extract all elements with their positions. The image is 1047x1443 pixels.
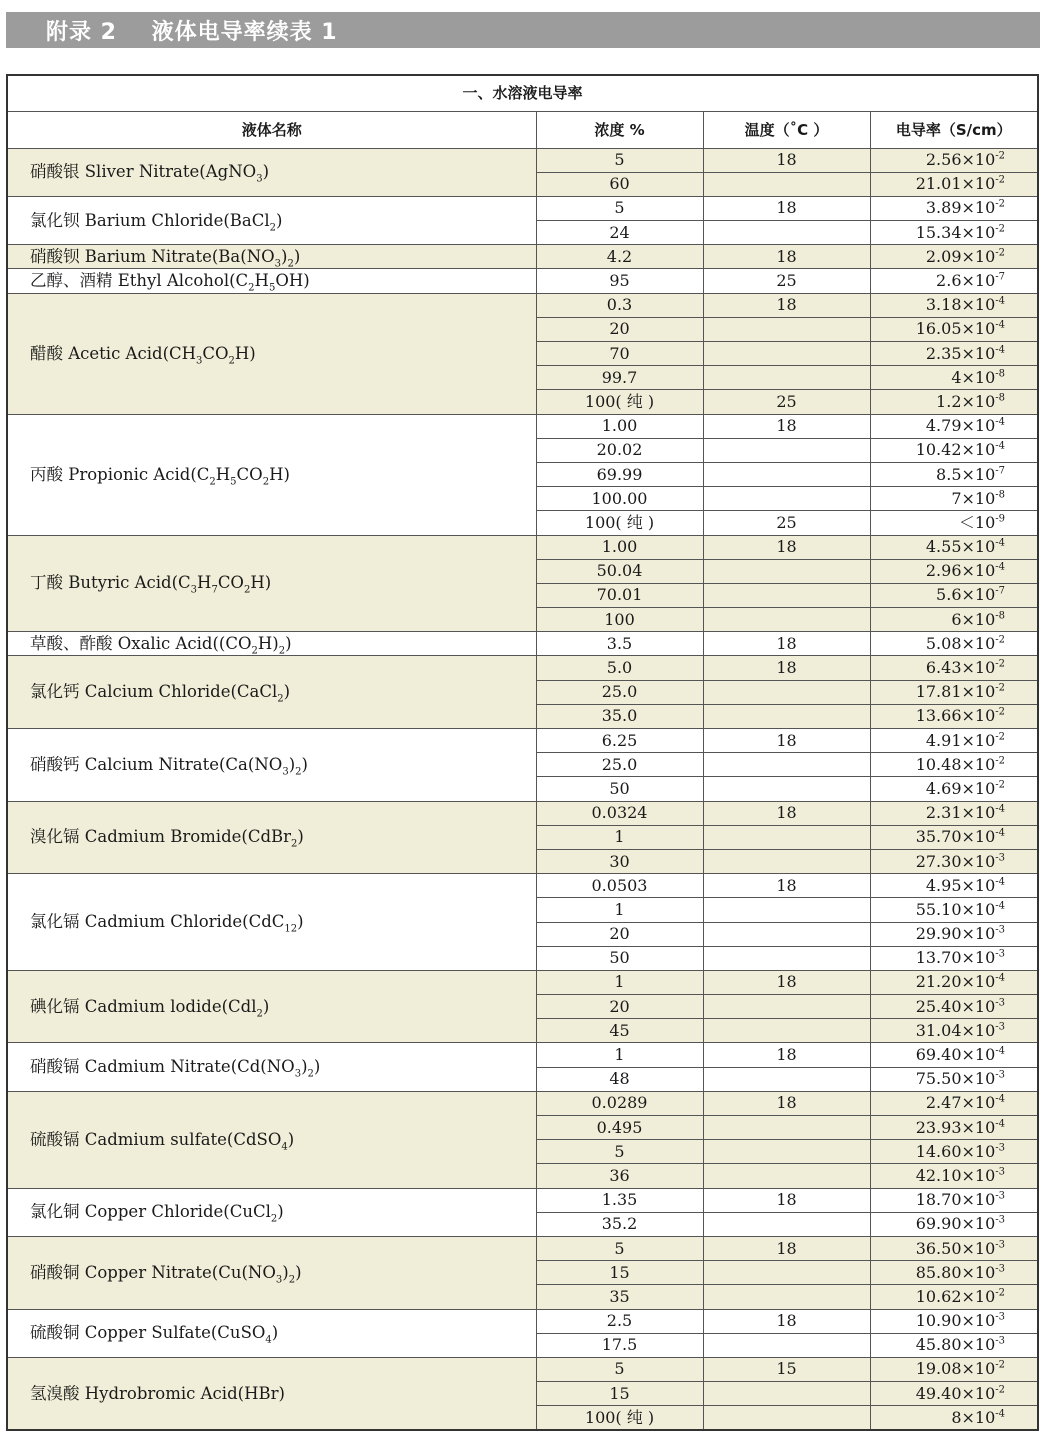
temperature-cell: 18 [703, 656, 870, 680]
conductivity-cell: $4.55\times 10^{-4}$ [870, 535, 1038, 559]
concentration-cell: 1.35 [536, 1188, 703, 1212]
conductivity-cell: $21.01\times 10^{-2}$ [870, 172, 1038, 196]
conductivity-cell: $4.79\times 10^{-4}$ [870, 414, 1038, 438]
temperature-cell [703, 172, 870, 196]
temperature-cell [703, 777, 870, 801]
conductivity-cell: $31.04\times 10^{-3}$ [870, 1019, 1038, 1043]
concentration-cell: 50 [536, 946, 703, 970]
conductivity-cell: $25.40\times 10^{-3}$ [870, 995, 1038, 1019]
liquid-name-cell: 乙醇、酒精 Ethyl $Alcohol(C_2H_5OH)$ [7, 269, 536, 293]
conductivity-cell: $2.47\times 10^{-4}$ [870, 1091, 1038, 1115]
concentration-cell: 5 [536, 1140, 703, 1164]
liquid-name-cell: 溴化镉 Cadmium Bromide(CdBr$_2$) [7, 801, 536, 874]
conductivity-cell: $10.62\times 10^{-2}$ [870, 1285, 1038, 1309]
concentration-cell: 0.0324 [536, 801, 703, 825]
conductivity-cell: $5.6\times 10^{-7}$ [870, 583, 1038, 607]
concentration-cell: 24 [536, 221, 703, 245]
temperature-cell: 18 [703, 1309, 870, 1333]
concentration-cell: 15 [536, 1382, 703, 1406]
concentration-cell: 1 [536, 1043, 703, 1067]
table-row [7, 245, 1038, 269]
conductivity-cell: $6\times 10^{-8}$ [870, 608, 1038, 632]
temperature-cell [703, 680, 870, 704]
concentration-cell: 5 [536, 1236, 703, 1260]
concentration-cell: 20.02 [536, 438, 703, 462]
conductivity-cell: $4\times 10^{-8}$ [870, 366, 1038, 390]
conductivity-cell: $85.80\times 10^{-3}$ [870, 1261, 1038, 1285]
temperature-cell: 18 [703, 535, 870, 559]
concentration-cell: 25.0 [536, 680, 703, 704]
conductivity-cell: $13.70\times 10^{-3}$ [870, 946, 1038, 970]
temperature-cell: 18 [703, 1091, 870, 1115]
concentration-cell: 0.3 [536, 293, 703, 317]
table-row [7, 148, 1038, 172]
table-row [7, 632, 1038, 656]
table-row [7, 196, 1038, 220]
page-title: 附录 2 液体电导率续表 1 [46, 20, 338, 45]
liquid-name-cell: 丙酸 Propionic $Acid(C_2H_5CO_2H)$ [7, 414, 536, 535]
table-row [7, 535, 1038, 559]
header-conductivity: 电导率（S/cm） [870, 111, 1038, 148]
conductivity-cell: $4.91\times 10^{-2}$ [870, 729, 1038, 753]
conductivity-cell: $21.20\times 10^{-4}$ [870, 970, 1038, 994]
temperature-cell: 18 [703, 729, 870, 753]
conductivity-cell: $18.70\times 10^{-3}$ [870, 1188, 1038, 1212]
conductivity-cell: $42.10\times 10^{-3}$ [870, 1164, 1038, 1188]
temperature-cell: 18 [703, 293, 870, 317]
concentration-cell: 3.5 [536, 632, 703, 656]
concentration-cell: 35 [536, 1285, 703, 1309]
temperature-cell: 18 [703, 1188, 870, 1212]
conductivity-cell: $4.69\times 10^{-2}$ [870, 777, 1038, 801]
table-row [7, 1043, 1038, 1067]
conductivity-cell: $23.93\times 10^{-4}$ [870, 1116, 1038, 1140]
temperature-cell: 18 [703, 414, 870, 438]
temperature-cell: 18 [703, 801, 870, 825]
conductivity-cell: $16.05\times 10^{-4}$ [870, 317, 1038, 341]
conductivity-cell: $36.50\times 10^{-3}$ [870, 1236, 1038, 1260]
conductivity-cell: $35.70\times 10^{-4}$ [870, 825, 1038, 849]
concentration-cell: 1.00 [536, 414, 703, 438]
conductivity-cell: $7\times 10^{-8}$ [870, 487, 1038, 511]
liquid-name-cell: 硝酸银 Sliver Nitrate(AgNO$_3$) [7, 148, 536, 196]
concentration-cell: 100.00 [536, 487, 703, 511]
concentration-cell: 0.0503 [536, 874, 703, 898]
conductivity-cell: $2.96\times 10^{-4}$ [870, 559, 1038, 583]
temperature-cell [703, 342, 870, 366]
liquid-name-cell: 草酸、酢酸 Oxalic $Acid((CO_2H)_2)$ [7, 632, 536, 656]
title-banner [6, 12, 1040, 48]
table-row [7, 1091, 1038, 1115]
temperature-cell: 25 [703, 269, 870, 293]
temperature-cell [703, 487, 870, 511]
temperature-cell [703, 825, 870, 849]
liquid-name-cell: 硝酸铜 Copper $Nitrate(Cu(NO_3)_2)$ [7, 1236, 536, 1309]
temperature-cell [703, 849, 870, 873]
concentration-cell: 30 [536, 849, 703, 873]
liquid-name-cell: 氯化铜 Copper Chloride(CuCl$_2$) [7, 1188, 536, 1236]
concentration-cell: 20 [536, 995, 703, 1019]
temperature-cell [703, 1261, 870, 1285]
concentration-cell: 100( 纯 ) [536, 1406, 703, 1431]
table-row [7, 874, 1038, 898]
conductivity-cell: $2.09\times 10^{-2}$ [870, 245, 1038, 269]
temperature-cell: 18 [703, 148, 870, 172]
liquid-name-cell: 氯化钡 Barium Chloride(BaCl$_2$) [7, 196, 536, 244]
liquid-name-cell: 氢溴酸 Hydrobromic Acid(HBr) [7, 1357, 536, 1430]
conductivity-cell: $5.08\times 10^{-2}$ [870, 632, 1038, 656]
conductivity-cell: $55.10\times 10^{-4}$ [870, 898, 1038, 922]
concentration-cell: 25.0 [536, 753, 703, 777]
liquid-name-cell: 硝酸钙 Calcium $Nitrate(Ca(NO_3)_2)$ [7, 729, 536, 802]
conductivity-cell: $14.60\times 10^{-3}$ [870, 1140, 1038, 1164]
temperature-cell [703, 946, 870, 970]
temperature-cell [703, 608, 870, 632]
table-row [7, 970, 1038, 994]
concentration-cell: 4.2 [536, 245, 703, 269]
concentration-cell: 36 [536, 1164, 703, 1188]
conductivity-cell: $1.2\times 10^{-8}$ [870, 390, 1038, 414]
conductivity-cell: $69.40\times 10^{-4}$ [870, 1043, 1038, 1067]
temperature-cell: 18 [703, 196, 870, 220]
temperature-cell [703, 462, 870, 486]
table-row [7, 729, 1038, 753]
concentration-cell: 99.7 [536, 366, 703, 390]
liquid-name-cell: 硝酸钡 Barium $Nitrate(Ba(NO_3)_2)$ [7, 245, 536, 269]
concentration-cell: 1 [536, 898, 703, 922]
conductivity-cell: $69.90\times 10^{-3}$ [870, 1212, 1038, 1236]
conductivity-cell: $49.40\times 10^{-2}$ [870, 1382, 1038, 1406]
conductivity-cell: $29.90\times 10^{-3}$ [870, 922, 1038, 946]
concentration-cell: 70.01 [536, 583, 703, 607]
temperature-cell [703, 1285, 870, 1309]
concentration-cell: 60 [536, 172, 703, 196]
concentration-cell: 35.2 [536, 1212, 703, 1236]
concentration-cell: 35.0 [536, 704, 703, 728]
conductivity-cell: $27.30\times 10^{-3}$ [870, 849, 1038, 873]
conductivity-cell: $2.56\times 10^{-2}$ [870, 148, 1038, 172]
concentration-cell: 20 [536, 922, 703, 946]
temperature-cell [703, 995, 870, 1019]
temperature-cell [703, 1406, 870, 1431]
table-row [7, 414, 1038, 438]
concentration-cell: 0.495 [536, 1116, 703, 1140]
temperature-cell [703, 583, 870, 607]
temperature-cell [703, 1019, 870, 1043]
temperature-cell [703, 1067, 870, 1091]
liquid-name-cell: 硫酸镉 Cadmium sulfate(CdSO$_4$) [7, 1091, 536, 1188]
concentration-cell: 69.99 [536, 462, 703, 486]
conductivity-cell: $2.35\times 10^{-4}$ [870, 342, 1038, 366]
concentration-cell: 70 [536, 342, 703, 366]
conductivity-table-container [6, 74, 1039, 1435]
temperature-cell: 15 [703, 1357, 870, 1381]
conductivity-cell: $10.48\times 10^{-2}$ [870, 753, 1038, 777]
conductivity-cell: $13.66\times 10^{-2}$ [870, 704, 1038, 728]
temperature-cell [703, 898, 870, 922]
liquid-name-cell: 氯化钙 Calcium Chloride(CaCl$_2$) [7, 656, 536, 729]
liquid-name-cell: 碘化镉 Cadmium lodide(Cdl$_2$) [7, 970, 536, 1043]
liquid-name-cell: 硝酸镉 Cadmium $Nitrate(Cd(NO_3)_2)$ [7, 1043, 536, 1091]
temperature-cell: 18 [703, 1236, 870, 1260]
concentration-cell: 48 [536, 1067, 703, 1091]
concentration-cell: 5 [536, 1357, 703, 1381]
conductivity-cell: $6.43\times 10^{-2}$ [870, 656, 1038, 680]
concentration-cell: 100 [536, 608, 703, 632]
concentration-cell: 1.00 [536, 535, 703, 559]
table-row [7, 1236, 1038, 1260]
liquid-name-cell: 硫酸铜 Copper Sulfate(CuSO$_4$) [7, 1309, 536, 1357]
concentration-cell: 5 [536, 196, 703, 220]
conductivity-cell: $4.95\times 10^{-4}$ [870, 874, 1038, 898]
concentration-cell: 100( 纯 ) [536, 390, 703, 414]
section-title: 一、水溶液电导率 [7, 75, 1038, 111]
concentration-cell: 50 [536, 777, 703, 801]
temperature-cell [703, 1382, 870, 1406]
table-body [7, 148, 1038, 1430]
conductivity-cell: $<10^{-9}$ [870, 511, 1038, 535]
conductivity-cell: $3.18\times 10^{-4}$ [870, 293, 1038, 317]
temperature-cell: 18 [703, 1043, 870, 1067]
conductivity-table [6, 74, 1039, 1431]
concentration-cell: 1 [536, 970, 703, 994]
temperature-cell: 25 [703, 511, 870, 535]
conductivity-cell: $8\times 10^{-4}$ [870, 1406, 1038, 1431]
table-row [7, 656, 1038, 680]
conductivity-cell: $8.5\times 10^{-7}$ [870, 462, 1038, 486]
temperature-cell [703, 366, 870, 390]
temperature-cell [703, 704, 870, 728]
concentration-cell: 2.5 [536, 1309, 703, 1333]
liquid-name-cell: 醋酸 Acetic $Acid(CH_3CO_2H)$ [7, 293, 536, 414]
concentration-cell: 50.04 [536, 559, 703, 583]
temperature-cell: 18 [703, 874, 870, 898]
conductivity-cell: $45.80\times 10^{-3}$ [870, 1333, 1038, 1357]
temperature-cell [703, 922, 870, 946]
conductivity-cell: $3.89\times 10^{-2}$ [870, 196, 1038, 220]
table-row [7, 269, 1038, 293]
concentration-cell: 20 [536, 317, 703, 341]
temperature-cell [703, 438, 870, 462]
conductivity-cell: $2.31\times 10^{-4}$ [870, 801, 1038, 825]
conductivity-cell: $17.81\times 10^{-2}$ [870, 680, 1038, 704]
concentration-cell: 1 [536, 825, 703, 849]
conductivity-cell: $75.50\times 10^{-3}$ [870, 1067, 1038, 1091]
temperature-cell [703, 317, 870, 341]
conductivity-cell: $10.90\times 10^{-3}$ [870, 1309, 1038, 1333]
concentration-cell: 0.0289 [536, 1091, 703, 1115]
concentration-cell: 95 [536, 269, 703, 293]
concentration-cell: 6.25 [536, 729, 703, 753]
temperature-cell [703, 1140, 870, 1164]
header-temperature: 温度（˚C ） [703, 111, 870, 148]
temperature-cell [703, 753, 870, 777]
temperature-cell [703, 1212, 870, 1236]
concentration-cell: 17.5 [536, 1333, 703, 1357]
conductivity-cell: $10.42\times 10^{-4}$ [870, 438, 1038, 462]
liquid-name-cell: 丁酸 Butyric $Acid(C_3H_7CO_2H)$ [7, 535, 536, 632]
concentration-cell: 45 [536, 1019, 703, 1043]
liquid-name-cell: 氯化镉 Cadmium Chloride(CdC$_{12}$) [7, 874, 536, 971]
conductivity-cell: $2.6\times 10^{-7}$ [870, 269, 1038, 293]
temperature-cell [703, 1164, 870, 1188]
header-concentration: 浓度 % [536, 111, 703, 148]
table-row [7, 801, 1038, 825]
table-row [7, 1357, 1038, 1381]
conductivity-cell: $19.08\times 10^{-2}$ [870, 1357, 1038, 1381]
temperature-cell: 25 [703, 390, 870, 414]
temperature-cell: 18 [703, 245, 870, 269]
temperature-cell: 18 [703, 632, 870, 656]
table-row [7, 1309, 1038, 1333]
temperature-cell: 18 [703, 970, 870, 994]
concentration-cell: 100( 纯 ) [536, 511, 703, 535]
table-row [7, 293, 1038, 317]
temperature-cell [703, 1116, 870, 1140]
concentration-cell: 5.0 [536, 656, 703, 680]
temperature-cell [703, 559, 870, 583]
header-liquid-name: 液体名称 [7, 111, 536, 148]
conductivity-cell: $15.34\times 10^{-2}$ [870, 221, 1038, 245]
concentration-cell: 15 [536, 1261, 703, 1285]
temperature-cell [703, 1333, 870, 1357]
table-row [7, 1188, 1038, 1212]
temperature-cell [703, 221, 870, 245]
concentration-cell: 5 [536, 148, 703, 172]
